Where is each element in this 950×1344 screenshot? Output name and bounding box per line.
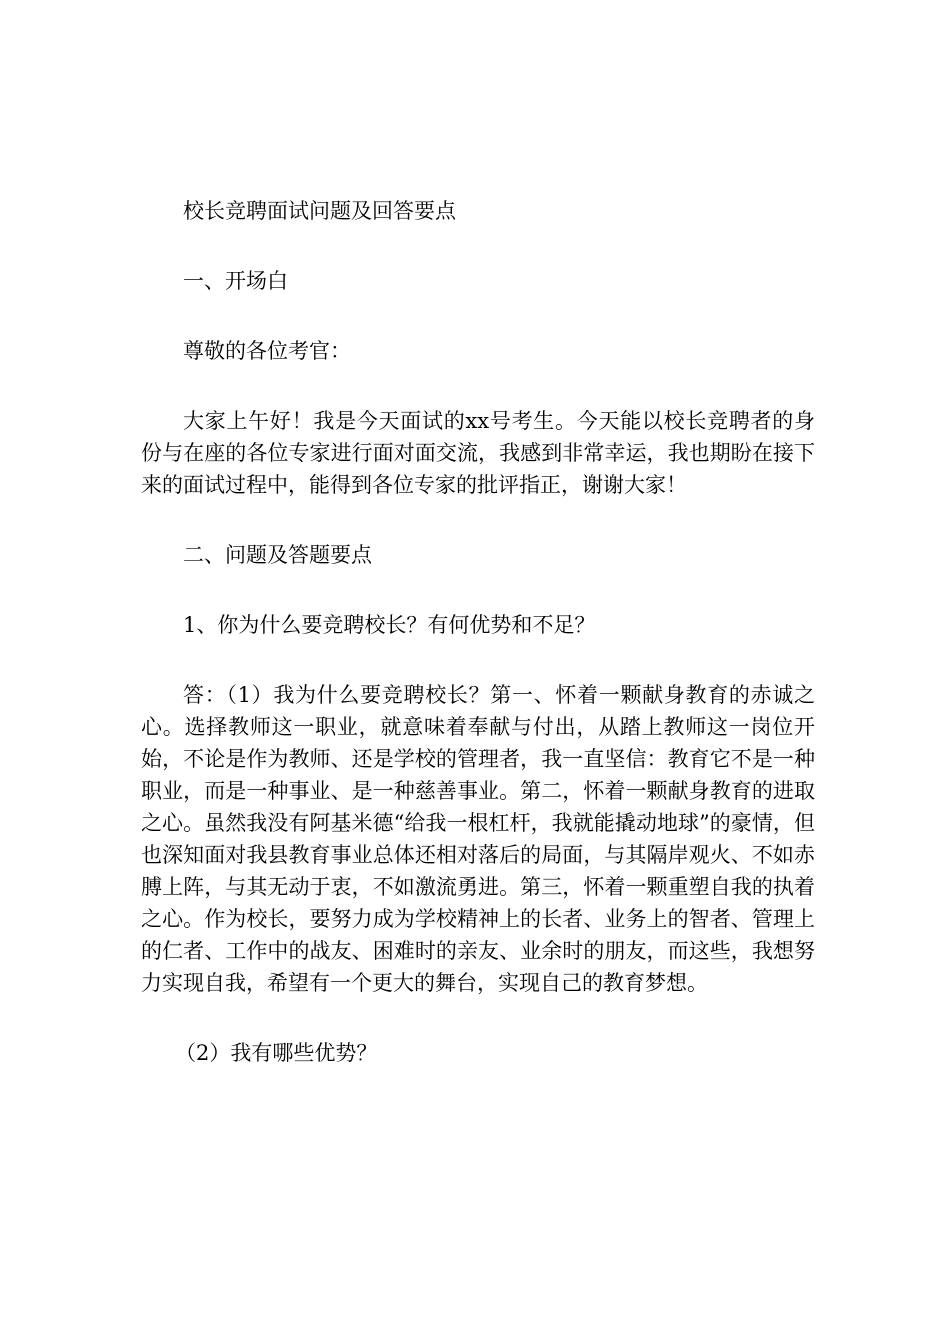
opening-paragraph: 大家上午好！我是今天面试的xx号考生。今天能以校长竞聘者的身份与在座的各位专家进行面对面交流，我感到非常幸运，我也期盼在接下来的面试过程中，能得到各位专家的批评指正，谢谢大家！ bbox=[141, 409, 815, 497]
document-title: 校长竞聘面试问题及回答要点 bbox=[183, 199, 456, 223]
answer-1-sub-2: （2）我有哪些优势？ bbox=[175, 1041, 378, 1065]
document-page bbox=[141, 195, 815, 1069]
question-1: 1、你为什么要竞聘校长？有何优势和不足？ bbox=[183, 613, 596, 637]
section-heading-opening: 一、开场白 bbox=[183, 269, 288, 293]
section-heading-questions: 二、问题及答题要点 bbox=[183, 543, 372, 567]
salutation: 尊敬的各位考官： bbox=[183, 339, 351, 363]
answer-1-paragraph: 答：（1）我为什么要竞聘校长？第一、怀着一颗献身教育的赤诚之心。选择教师这一职业，就意味着奉献与付出，从踏上教师这一岗位开始，不论是作为教师、还是学校的管理者，我一直坚信：教育它不是一种职业，而是一种事业、是一种慈善事业。第二，怀着一颗献身教育的进取之心。虽然我没有阿基米德“给我一根杠杆，我就能撬动地球”的豪情，但也深知面对我县教育事业总体还相对落后的局面，与其隔岸观火、不如赤膊上阵，与其无动于衷，不如激流勇进。第三，怀着一颗重塑自我的执着之心。作为校长，要努力成为学校精神上的长者、业务上的智者、管理上的仁者、工作中的战友、困难时的亲友、业余时的朋友，而这些，我想努力实现自我，希望有一个更大的舞台，实现自己的教育梦想。 bbox=[141, 683, 815, 995]
